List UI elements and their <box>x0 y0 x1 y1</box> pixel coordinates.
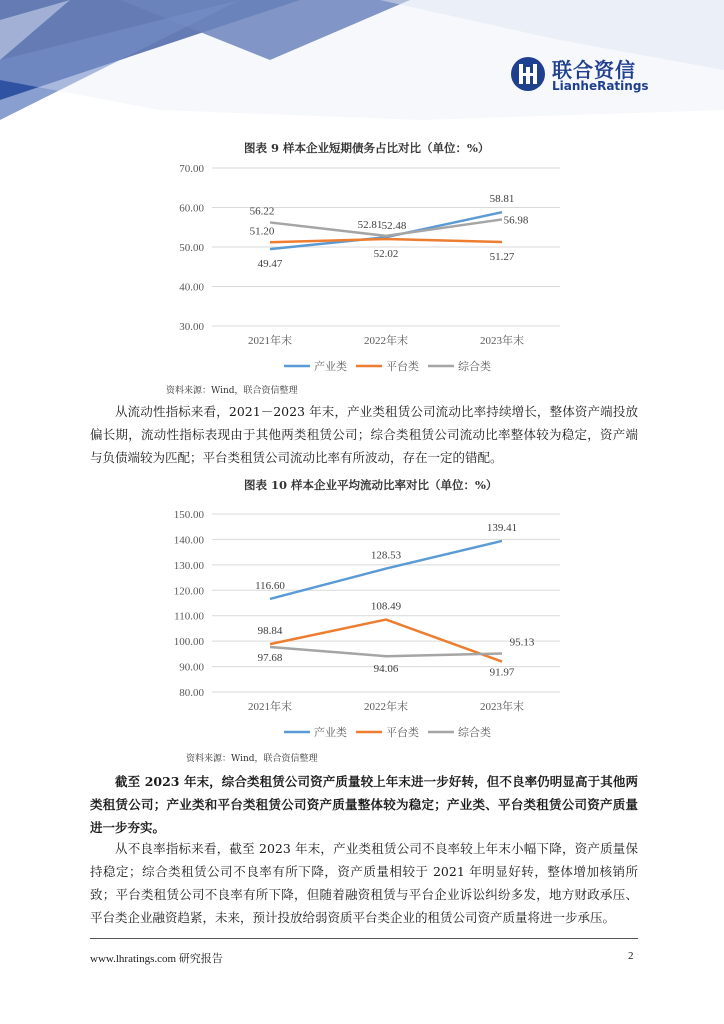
data-label: 56.22 <box>249 205 275 218</box>
figure-9-source: 资料来源：Wind，联合资信整理 <box>166 386 298 396</box>
y-tick-label: 30.00 <box>179 321 204 333</box>
data-label: 97.68 <box>257 652 283 665</box>
data-label: 51.27 <box>489 250 515 263</box>
legend-label: 产业类 <box>314 361 347 373</box>
data-label: 95.13 <box>509 636 535 649</box>
y-tick-label: 90.00 <box>179 661 204 674</box>
figure-9-chart <box>160 158 570 384</box>
legend-label: 平台类 <box>386 361 419 373</box>
logo-english-name: LianheRatings <box>552 79 649 93</box>
data-label: 52.81 <box>357 218 383 231</box>
y-tick-label: 40.00 <box>179 281 204 294</box>
x-tick-label: 2021年末 <box>248 701 292 713</box>
paragraph-liquidity: 从流动性指标来看，2021－2023 年末，产业类租赁公司流动比率持续增长，整体资产端投放偏长期，流动性指标表现由于其他两类租赁公司；综合类租赁公司流动比率整体较为稳定，资产端与负债端较为匹配；平台类租赁公司流动比率有所波动，存在一定的错配。 <box>90 404 638 465</box>
y-tick-label: 150.00 <box>173 509 204 521</box>
data-label: 58.81 <box>489 193 515 206</box>
data-label: 94.06 <box>373 663 399 676</box>
x-tick-label: 2022年末 <box>364 335 408 347</box>
y-tick-label: 130.00 <box>173 559 204 572</box>
figure-10-chart <box>160 504 570 744</box>
data-label: 139.41 <box>486 521 518 534</box>
y-tick-label: 140.00 <box>173 534 204 547</box>
y-tick-label: 70.00 <box>179 163 204 175</box>
page-number: 2 <box>628 950 634 962</box>
legend-label: 综合类 <box>458 361 491 373</box>
data-label: 128.53 <box>370 549 402 562</box>
data-label: 49.47 <box>257 258 283 271</box>
figure-9-svg <box>160 158 570 380</box>
y-tick-label: 60.00 <box>179 202 204 215</box>
y-tick-label: 100.00 <box>173 636 204 649</box>
footer-website: www.lhratings.com 研究报告 <box>90 953 223 965</box>
logo-mark-icon <box>510 56 546 92</box>
data-label: 51.20 <box>249 225 275 238</box>
series-line-1 <box>270 239 502 242</box>
data-label: 98.84 <box>257 625 283 638</box>
y-tick-label: 110.00 <box>174 610 204 623</box>
legend-label: 平台类 <box>386 727 419 739</box>
data-label: 108.49 <box>370 600 402 613</box>
figure-9-title: 图表 9 样本企业短期债务占比对比（单位：%） <box>244 141 490 155</box>
footer-divider <box>90 938 638 939</box>
data-label: 91.97 <box>489 666 515 679</box>
figure-10-source: 资料来源：Wind，联合资信整理 <box>186 754 318 764</box>
y-tick-label: 80.00 <box>179 687 204 699</box>
legend-label: 综合类 <box>458 727 491 739</box>
data-label: 52.48 <box>381 220 407 233</box>
x-tick-label: 2023年末 <box>480 701 524 713</box>
y-tick-label: 120.00 <box>173 585 204 598</box>
y-tick-label: 50.00 <box>179 242 204 254</box>
data-label: 116.60 <box>255 579 285 592</box>
data-label: 52.02 <box>373 248 399 261</box>
x-tick-label: 2023年末 <box>480 335 524 347</box>
paragraph-npl-analysis: 从不良率指标来看，截至 2023 年末，产业类租赁公司不良率较上年末小幅下降，资产质量保持稳定；综合类租赁公司不良率有所下降，资产质量相较于 2021 年明显好转，整体增加核销所致；平台类租赁公司不良率有所下降，但随着融资租赁与平台企业诉讼纠纷多发，地方财政承压、平台类企业融资趋紧，未来，预计投放给弱资质平台类企业的租赁公司资产质量将进一步承压。 <box>90 841 638 925</box>
legend-label: 产业类 <box>314 727 347 739</box>
logo-chinese-name: 联合资信 <box>552 58 636 82</box>
figure-10-svg <box>160 504 570 740</box>
x-tick-label: 2021年末 <box>248 335 292 347</box>
company-logo <box>510 54 650 96</box>
paragraph-asset-quality-summary: 截至 2023 年末，综合类租赁公司资产质量较上年末进一步好转，但不良率仍明显高于其他两类租赁公司；产业类和平台类租赁公司资产质量整体较为稳定；产业类、平台类租赁公司资产质量进一步夯实。 <box>90 774 638 835</box>
data-label: 56.98 <box>503 214 529 227</box>
figure-10-title: 图表 10 样本企业平均流动比率对比（单位：%） <box>244 478 498 492</box>
x-tick-label: 2022年末 <box>364 701 408 713</box>
